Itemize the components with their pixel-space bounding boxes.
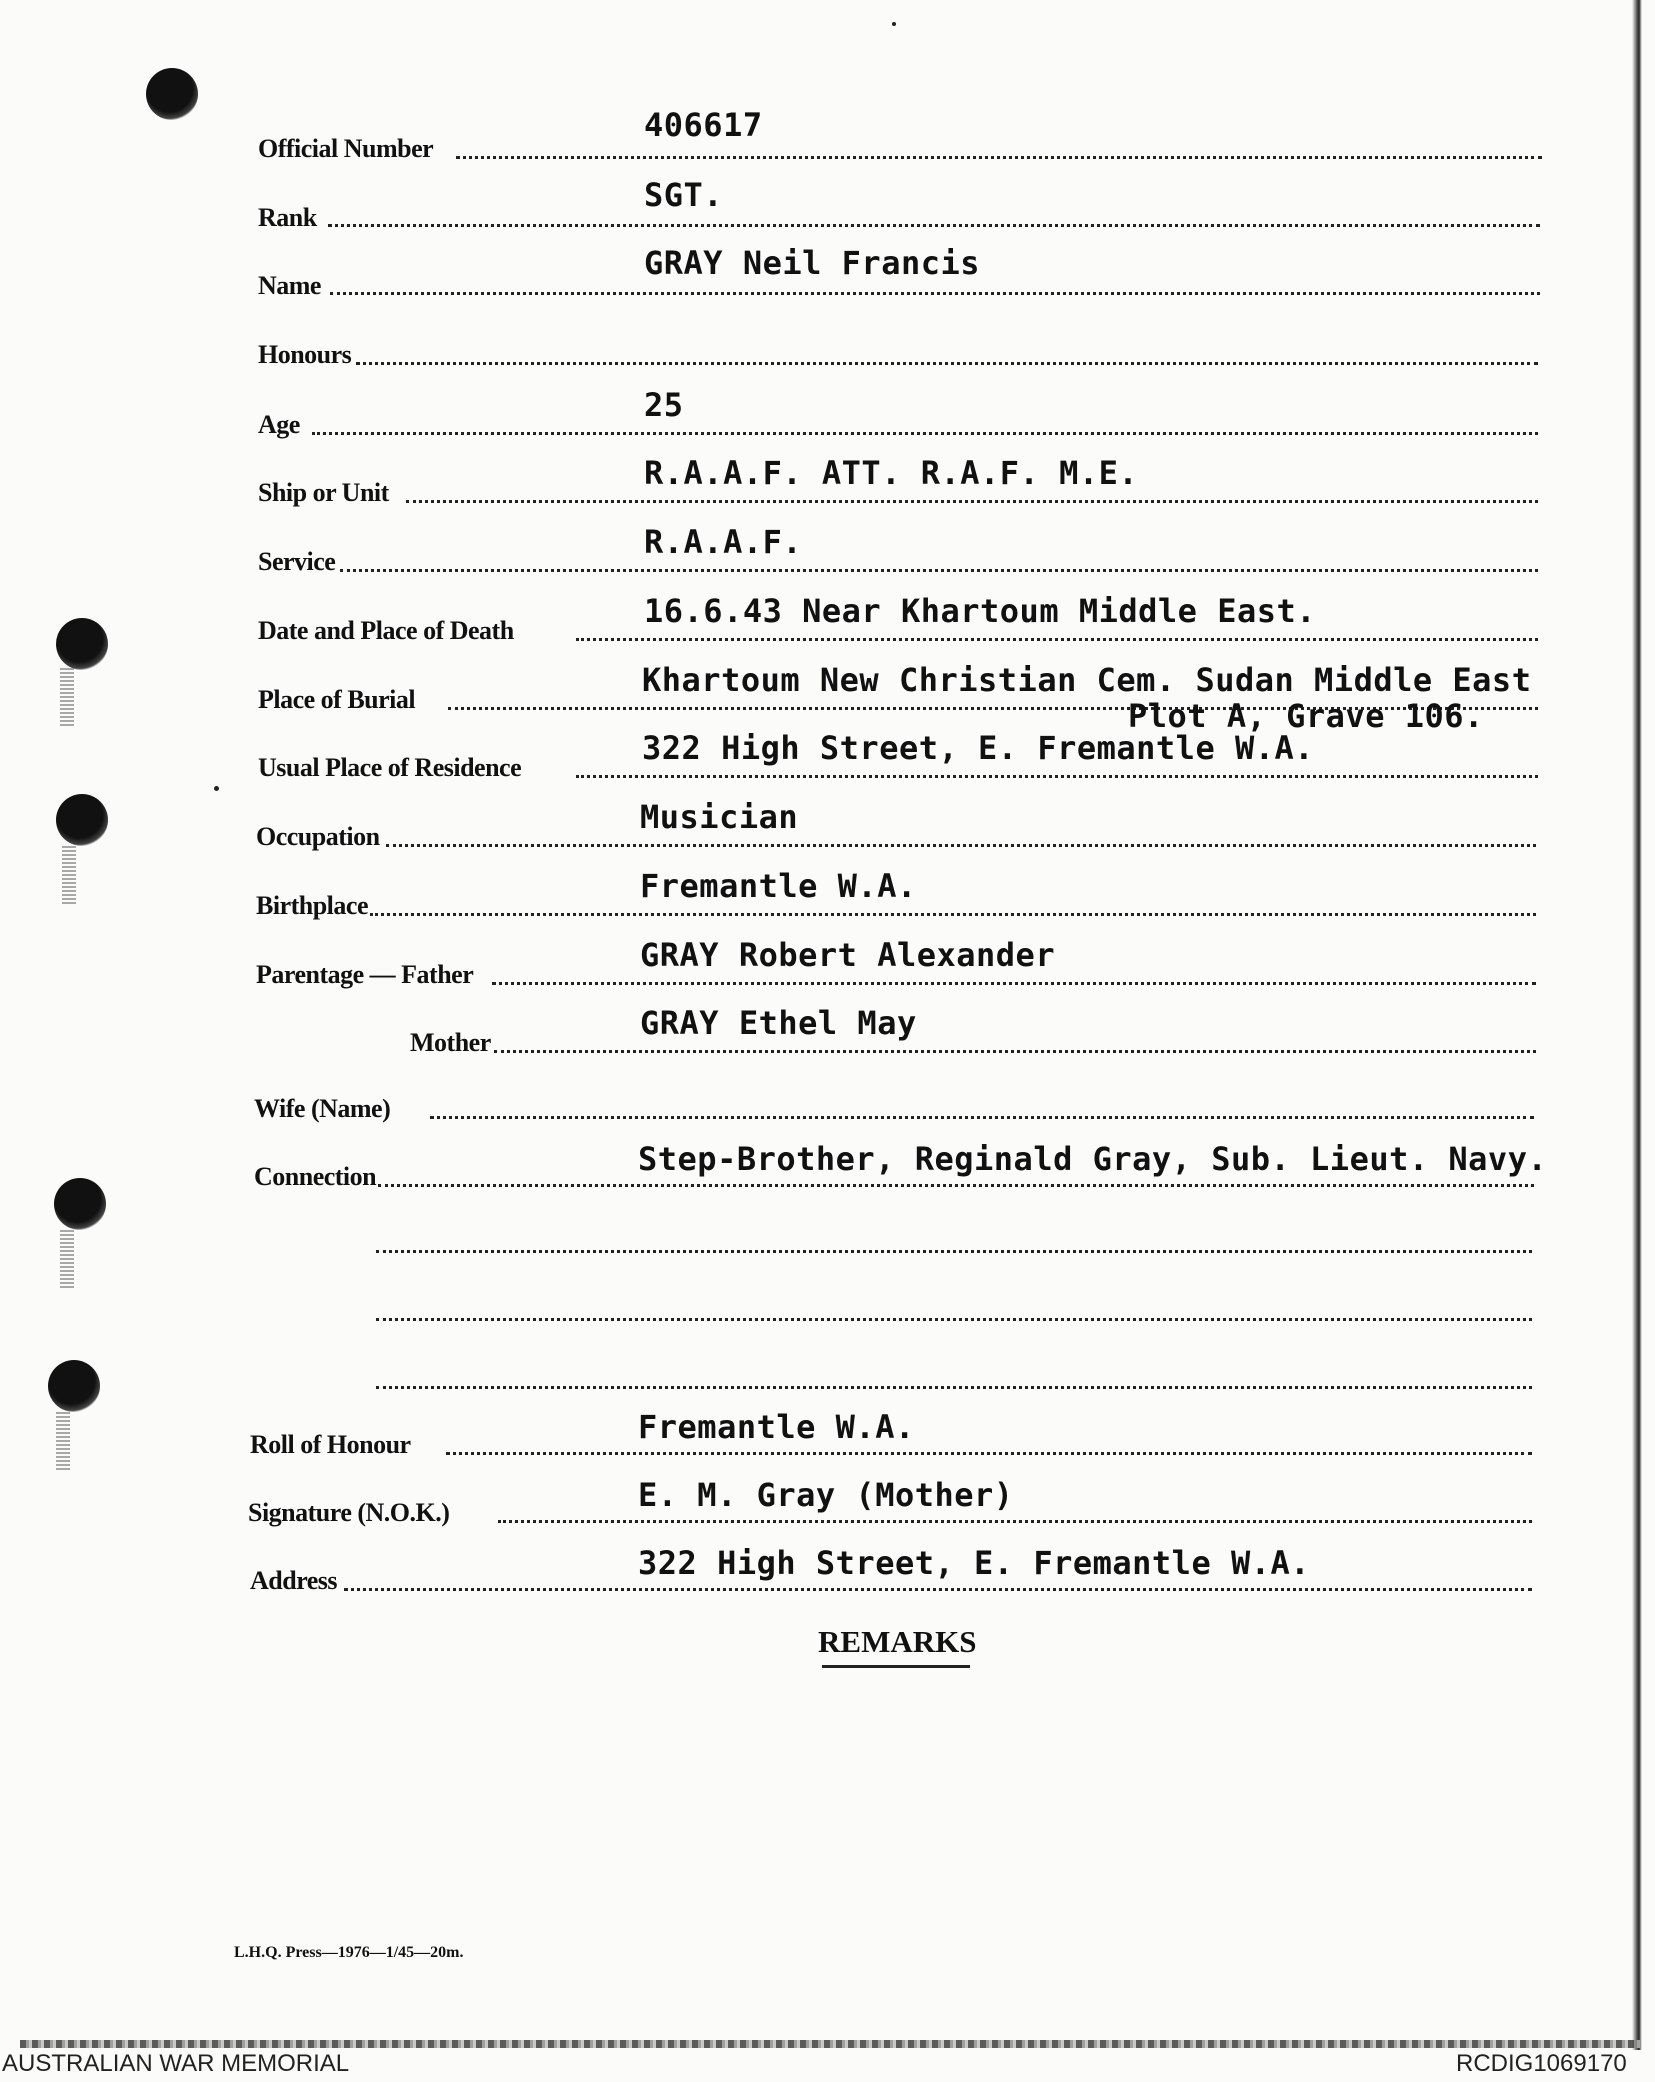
honours-label: Honours <box>258 340 352 369</box>
date-place-death-label: Date and Place of Death <box>258 616 514 645</box>
mother-label: Mother <box>410 1028 491 1057</box>
signature-value: E. M. Gray (Mother) <box>638 1476 1014 1514</box>
remarks-heading: REMARKS <box>818 1624 977 1659</box>
official-number-label: Official Number <box>258 134 434 163</box>
dotted-rule <box>386 844 1536 847</box>
dotted-rule <box>494 1050 1536 1053</box>
dotted-rule <box>406 500 1538 503</box>
service-value: R.A.A.F. <box>644 523 803 561</box>
dotted-rule <box>576 638 1538 641</box>
birthplace-value: Fremantle W.A. <box>640 867 917 905</box>
punch-hole-shadow <box>60 668 74 728</box>
wife-label: Wife (Name) <box>254 1094 391 1123</box>
father-label: Parentage — Father <box>256 960 474 989</box>
place-of-burial-plot: Plot A, Grave 106. <box>1128 697 1484 735</box>
dotted-rule <box>356 362 1538 365</box>
age-value: 25 <box>644 386 684 424</box>
dotted-rule <box>370 913 1536 916</box>
dotted-rule <box>330 292 1540 295</box>
punch-hole-shadow <box>62 846 76 906</box>
birthplace-label: Birthplace <box>256 891 368 920</box>
name-value: GRAY Neil Francis <box>644 244 981 282</box>
dotted-rule <box>328 224 1540 227</box>
ship-or-unit-label: Ship or Unit <box>258 478 389 507</box>
dotted-rule <box>378 1184 1534 1187</box>
ship-or-unit-value: R.A.A.F. ATT. R.A.F. M.E. <box>644 454 1139 492</box>
dotted-rule <box>376 1318 1532 1321</box>
place-of-burial-value: Khartoum New Christian Cem. Sudan Middle East <box>642 661 1532 699</box>
place-of-burial-label: Place of Burial <box>258 685 416 714</box>
dotted-rule <box>492 982 1536 985</box>
residence-value: 322 High Street, E. Fremantle W.A. <box>642 729 1315 767</box>
service-label: Service <box>258 547 336 576</box>
occupation-value: Musician <box>640 798 799 836</box>
address-label: Address <box>250 1566 338 1595</box>
printer-imprint: L.H.Q. Press—1976—1/45—20m. <box>234 1944 464 1961</box>
ink-speck <box>892 22 896 26</box>
dotted-rule <box>576 775 1538 778</box>
mother-value: GRAY Ethel May <box>640 1004 917 1042</box>
name-label: Name <box>258 271 321 300</box>
dotted-rule <box>340 569 1538 572</box>
signature-label: Signature (N.O.K.) <box>248 1498 450 1527</box>
archive-credit: AUSTRALIAN WAR MEMORIAL <box>2 2050 350 2077</box>
roll-of-honour-value: Fremantle W.A. <box>638 1408 915 1446</box>
connection-value: Step-Brother, Reginald Gray, Sub. Lieut. Navy. <box>638 1140 1548 1178</box>
father-value: GRAY Robert Alexander <box>640 936 1056 974</box>
rank-label: Rank <box>258 203 317 232</box>
dotted-rule <box>344 1588 1532 1591</box>
address-value: 322 High Street, E. Fremantle W.A. <box>638 1544 1311 1582</box>
dotted-rule <box>498 1520 1532 1523</box>
page-edge-right <box>1632 0 1642 2050</box>
punch-hole <box>48 1360 100 1412</box>
official-number-value: 406617 <box>644 106 763 144</box>
residence-label: Usual Place of Residence <box>258 753 522 782</box>
connection-label: Connection <box>254 1162 377 1191</box>
dotted-rule <box>430 1116 1534 1119</box>
dotted-rule <box>446 1452 1532 1455</box>
remarks-underline <box>822 1665 970 1668</box>
punch-hole <box>54 1178 106 1230</box>
date-place-death-value: 16.6.43 Near Khartoum Middle East. <box>644 592 1317 630</box>
age-label: Age <box>258 410 300 439</box>
dotted-rule <box>456 156 1542 159</box>
dotted-rule <box>376 1386 1532 1389</box>
ink-speck <box>214 786 219 791</box>
dotted-rule <box>312 432 1538 435</box>
punch-hole-shadow <box>60 1230 74 1290</box>
archive-id: RCDIG1069170 <box>1456 2050 1627 2077</box>
punch-hole <box>56 618 108 670</box>
punch-hole <box>56 794 108 846</box>
dotted-rule <box>376 1250 1532 1253</box>
punch-hole <box>146 68 198 120</box>
page-edge-bottom <box>20 2040 1640 2048</box>
occupation-label: Occupation <box>256 822 380 851</box>
roll-of-honour-label: Roll of Honour <box>250 1430 411 1459</box>
rank-value: SGT. <box>644 176 724 214</box>
punch-hole-shadow <box>56 1412 70 1472</box>
